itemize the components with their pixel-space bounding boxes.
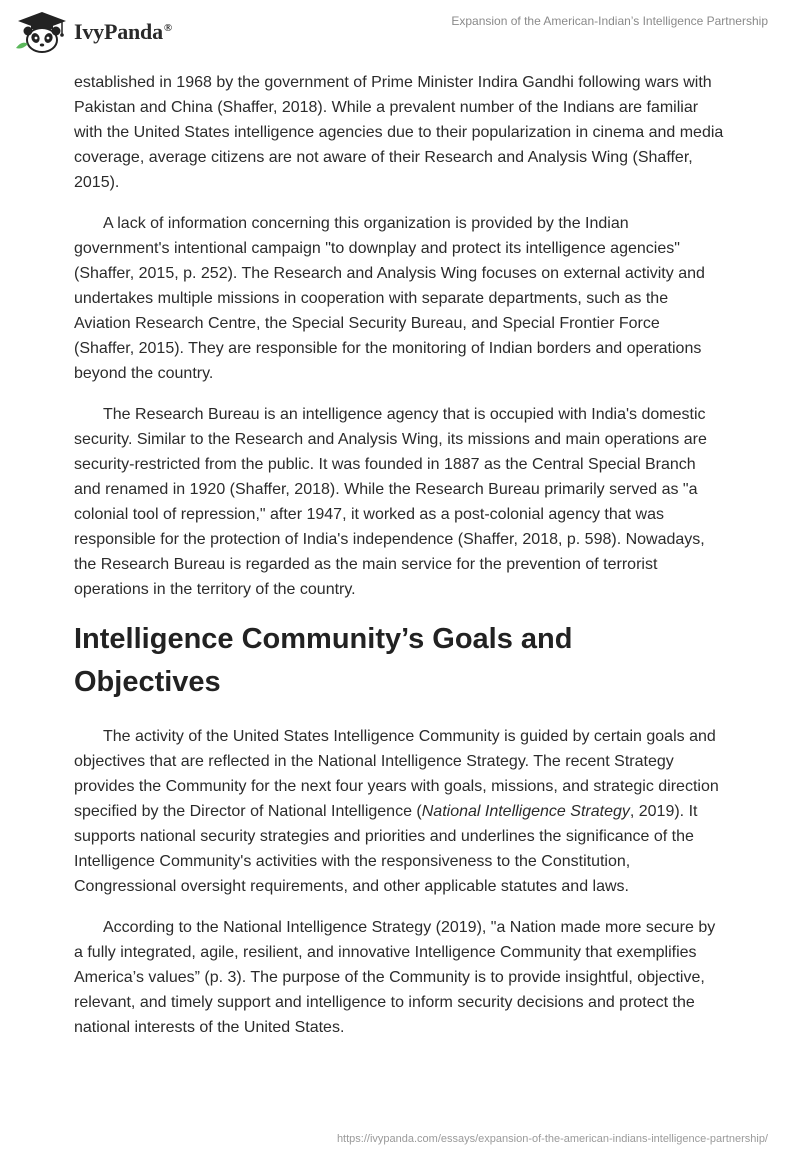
paragraph: A lack of information concerning this organization is provided by the Indian government's intentional campaign "to downplay and protect its intelligence agencies" (Shaffer, 2015, p. 252). The Research and Analysis Wing focuses on external activity and undertakes multiple missions in cooperation with separate departments, such as the Aviation Research Centre, the Special Security Bureau, and Special Frontier Force (Shaffer, 2015). They are responsible for the monitoring of Indian borders and operations beyond the country. [74,215,705,382]
source-url[interactable]: https://ivypanda.com/essays/expansion-of-the-american-indians-intelligence-partnership/ [336,1133,768,1145]
panda-graduation-icon [14,10,70,54]
page-header [0,0,800,60]
paragraph: The activity of the United States Intelligence Community is guided by certain goals and objectives that are reflected in the National Intelligence Strategy. The recent Strategy provides the Community for the next four years with goals, missions, and strategic direction specified by the Director of National Intelligence (National Intelligence Strategy, 2019). It supports national security strategies and priorities and underlines the significance of the Intelligence Community's activities with the responsiveness to the Constitution, Congressional oversight requirements, and other applicable statutes and laws. [74,728,719,895]
brand-name: IvyPanda® [74,19,172,44]
citation-title: National Intelligence Strategy [421,803,630,820]
paragraph: According to the National Intelligence Strategy (2019), "a Nation made more secure by a fully integrated, agile, resilient, and innovative Intelligence Community that exemplifies America’s values” (p. 3). The purpose of the Community is to provide insightful, objective, relevant, and timely support and intelligence to inform security decisions and protect the national interests of the United States. [74,919,716,1036]
paragraph: The Research Bureau is an intelligence agency that is occupied with India's domestic security. Similar to the Research and Analysis Wing, its missions and main operations are security-restricted from the public. It was founded in 1887 as the Central Special Branch and renamed in 1920 (Shaffer, 2018). While the Research Bureau primarily served as "a colonial tool of repression," after 1947, it worked as a post-colonial agency that was responsible for the protection of India's independence (Shaffer, 2018, p. 598). Nowadays, the Research Bureau is regarded as the main service for the prevention of terrorist operations in the territory of the country. [74,406,707,598]
document-title: Expansion of the American-Indian’s Intelligence Partnership [451,14,768,28]
ivypanda-logo[interactable] [14,10,172,54]
paragraph: established in 1968 by the government of Prime Minister Indira Gandhi following wars with Pakistan and China (Shaffer, 2018). While a prevalent number of the Indians are familiar with the United States intelligence agencies due to their popularization in cinema and media coverage, average citizens are not aware of their Research and Analysis Wing (Shaffer, 2015). [74,74,724,191]
section-heading: Intelligence Community’s Goals and Objectives [74,623,573,698]
article-body [74,70,724,1056]
